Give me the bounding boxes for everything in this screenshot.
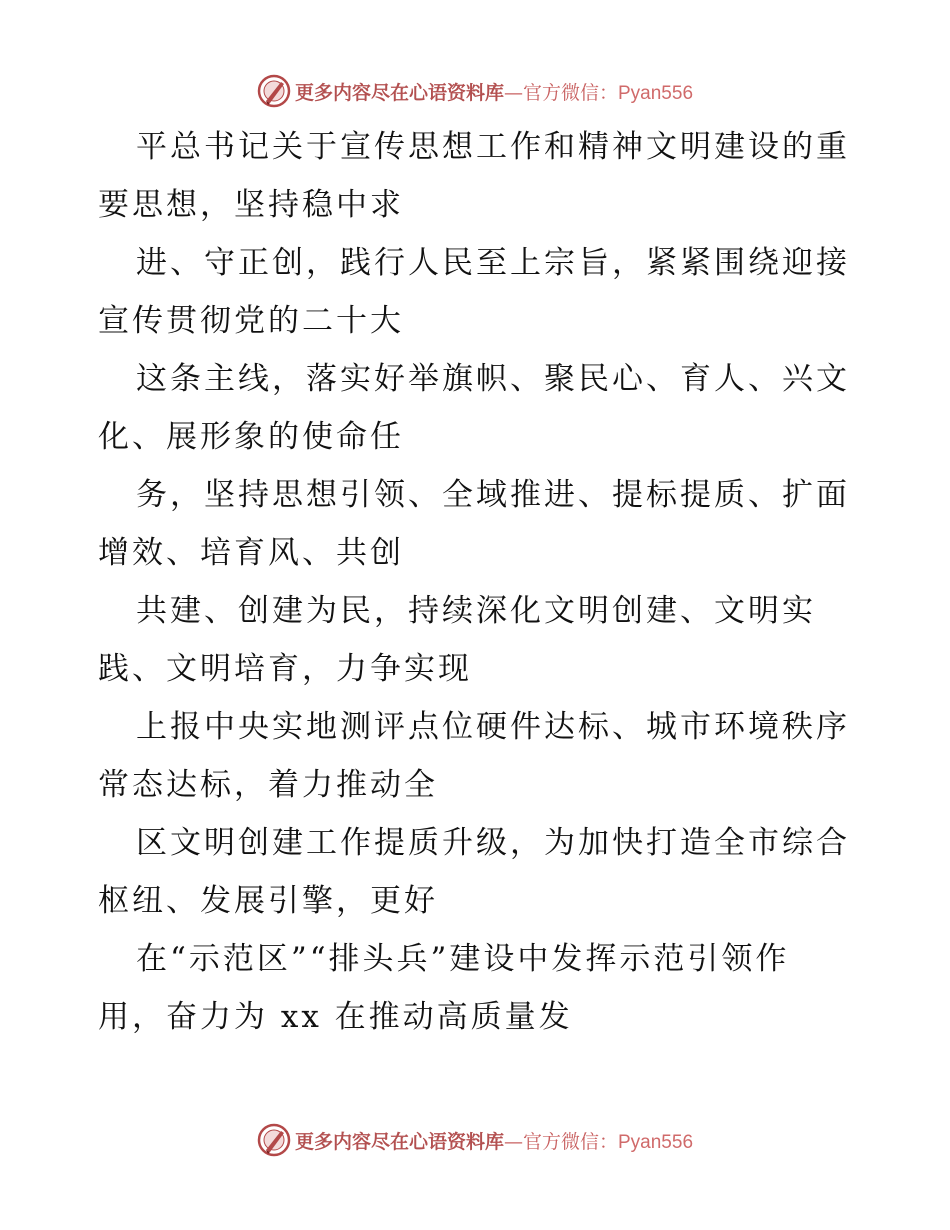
paragraph-line: 增效、培育风、共创 [98, 535, 404, 571]
paragraph-line: 要思想，坚持稳中求 [98, 187, 404, 223]
watermark-text [295, 1127, 693, 1154]
paragraph-line: 用，奋力为 xx 在推动高质量发 [98, 999, 573, 1035]
paragraph-1 [98, 118, 858, 234]
header-watermark-banner [0, 71, 950, 111]
paragraph-line: 践、文明培育，力争实现 [98, 651, 472, 687]
paragraph-8 [98, 930, 858, 1046]
paragraph-line: 化、展形象的使命任 [98, 419, 404, 455]
paragraph-4 [98, 466, 858, 582]
paragraph-line: 进、守正创，践行人民至上宗旨，紧紧围绕迎接 [136, 245, 850, 281]
footer-watermark-banner [0, 1120, 950, 1160]
paragraph-line: 上报中央实地测评点位硬件达标、城市环境秩序 [136, 709, 850, 745]
watermark-dash: — [503, 81, 523, 104]
paragraph-line: 在“示范区”“排头兵”建设中发挥示范引领作 [136, 941, 790, 977]
watermark-dash: — [503, 1130, 523, 1153]
paragraph-line: 共建、创建为民，持续深化文明创建、文明实 [136, 593, 816, 629]
watermark-main-text: 更多内容尽在心语资料库 [294, 1130, 504, 1153]
paragraph-7 [98, 814, 858, 930]
paragraph-line: 务，坚持思想引领、全域推进、提标提质、扩面 [136, 477, 850, 513]
watermark-main-text: 更多内容尽在心语资料库 [294, 81, 504, 104]
paragraph-6 [98, 698, 858, 814]
paragraph-line: 平总书记关于宣传思想工作和精神文明建设的重 [136, 129, 850, 165]
watermark-tail-text: 官方微信： [522, 81, 618, 104]
paragraph-line: 常态达标，着力推动全 [98, 767, 438, 803]
watermark-tail-text: 官方微信： [522, 1130, 618, 1153]
pen-logo-icon [257, 74, 291, 108]
paragraph-line: 这条主线，落实好举旗帜、聚民心、育人、兴文 [136, 361, 850, 397]
paragraph-5 [98, 582, 858, 698]
watermark-handle: Pyan556 [618, 82, 694, 104]
pen-logo-icon [257, 1123, 291, 1157]
paragraph-3 [98, 350, 858, 466]
watermark-text [295, 78, 693, 105]
paragraph-line: 枢纽、发展引擎，更好 [98, 883, 438, 919]
watermark-handle: Pyan556 [618, 1131, 694, 1153]
paragraph-2 [98, 234, 858, 350]
paragraph-line: 宣传贯彻党的二十大 [98, 303, 404, 339]
paragraph-line: 区文明创建工作提质升级，为加快打造全市综合 [136, 825, 850, 861]
document-body [98, 118, 858, 1046]
